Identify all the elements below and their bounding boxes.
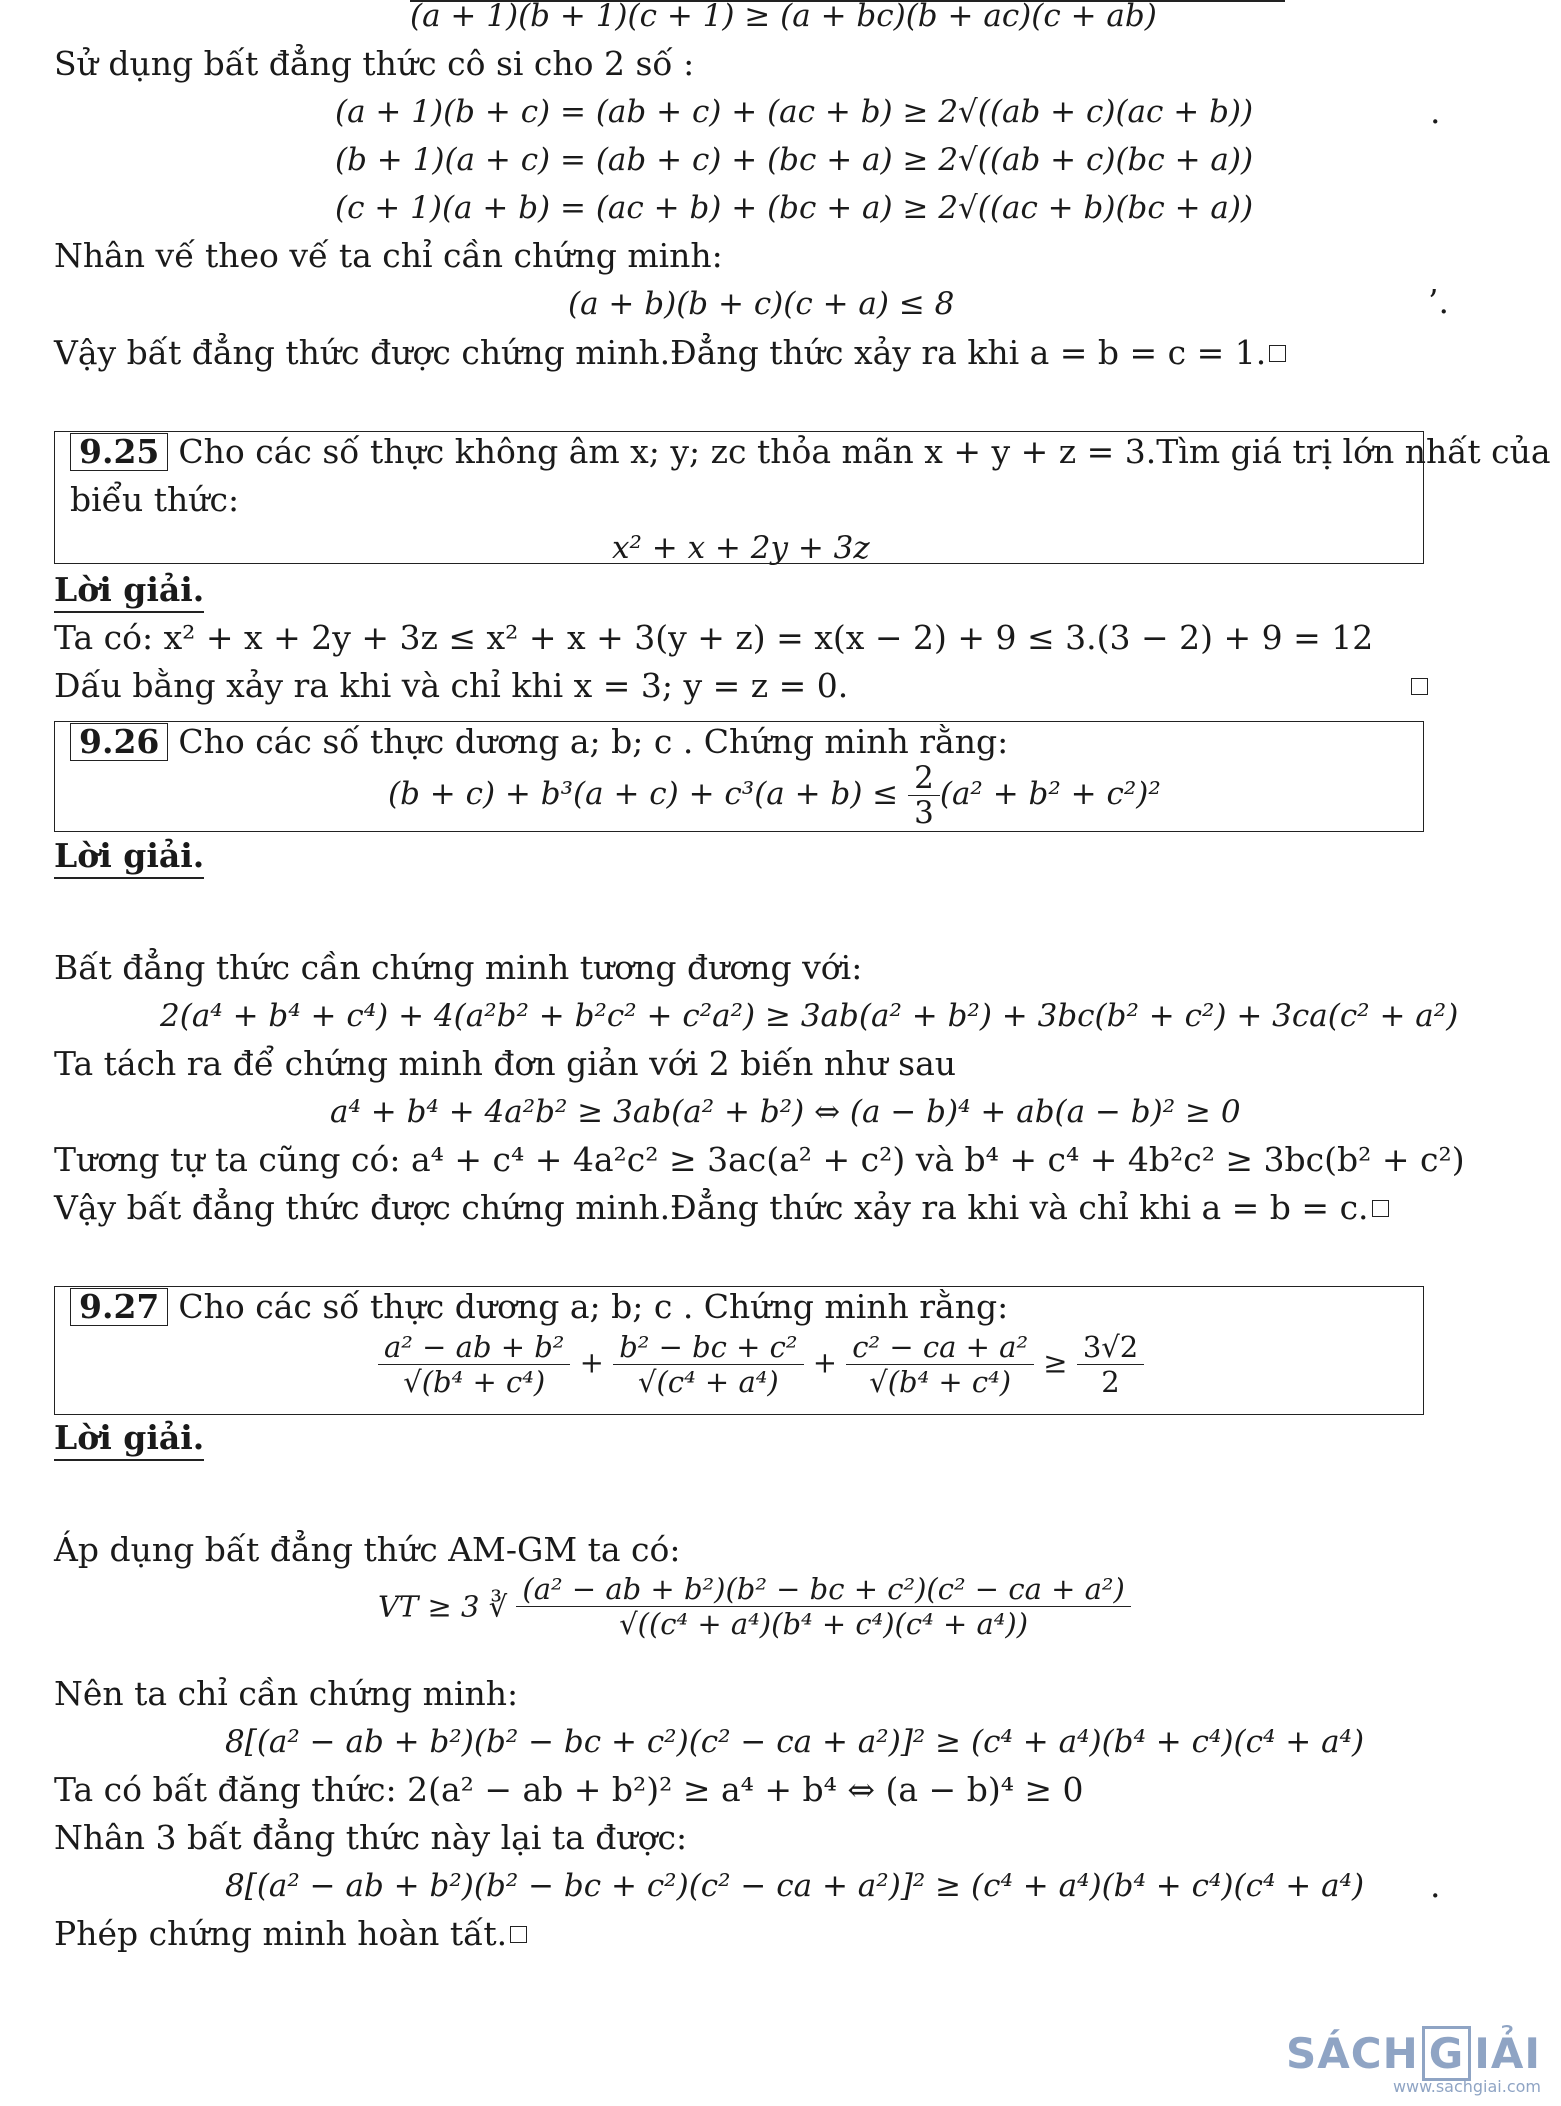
watermark [1286, 2026, 1541, 2096]
qed-icon [510, 1926, 527, 1943]
solution-equation: 8[(a² − ab + b²)(b² − bc + c²)(c² − ca + a²)]² ≥ (c⁴ + a⁴)(b⁴ + c⁴)(c⁴ + a⁴) [225, 1868, 1365, 1904]
solution-line: Ta tách ra để chứng minh đơn giản với 2 biến như sau [54, 1044, 957, 1083]
solution-label-wrap [54, 836, 204, 876]
equation-2: (b + 1)(a + c) = (ab + c) + (bc + a) ≥ 2√((ab + c)(bc + a)) [335, 142, 1254, 178]
fraction-rhs [1077, 1330, 1144, 1399]
paragraph-intro: Sử dụng bất đẳng thức cô si cho 2 số : [54, 44, 695, 83]
plus-sign: + [579, 1345, 604, 1380]
dot-mark-2: ’. [1428, 282, 1449, 321]
problem-statement: Cho các số thực dương a; b; c . Chứng minh rằng: [178, 722, 1009, 761]
solution-equation: 8[(a² − ab + b²)(b² − bc + c²)(c² − ca + a²)]² ≥ (c⁴ + a⁴)(b⁴ + c⁴)(c⁴ + a⁴) [225, 1724, 1365, 1760]
expr-left: (b + c) + b³(a + c) + c³(a + b) ≤ [388, 776, 899, 812]
logo-part: IẢI [1474, 2029, 1541, 2078]
conclusion-text: Vậy bất đẳng thức được chứng minh.Đẳng thức xảy ra khi a = b = c = 1. [54, 333, 1267, 372]
solution-line: Ta có: x² + x + 2y + 3z ≤ x² + x + 3(y + z) = x(x − 2) + 9 ≤ 3.(3 − 2) + 9 = 12 [54, 618, 1374, 657]
problem-9-26-line1 [70, 722, 1008, 762]
qed-icon [1269, 345, 1286, 362]
fraction-denominator: √(c⁴ + a⁴) [638, 1365, 779, 1399]
problem-9-25-line2: biểu thức: [70, 480, 240, 519]
solution-line [54, 1188, 1389, 1228]
logo-g-icon: G [1422, 2026, 1471, 2081]
fraction-numerator: a² − ab + b² [378, 1330, 570, 1365]
solution-line: Nên ta chỉ cần chứng minh: [54, 1674, 519, 1713]
solution-label: Lời giải. [54, 570, 204, 613]
fraction-3 [846, 1330, 1034, 1399]
solution-line: Bất đẳng thức cần chứng minh tương đương với: [54, 948, 863, 987]
problem-number: 9.27 [70, 1288, 168, 1326]
equation-1: (a + 1)(b + c) = (ab + c) + (ac + b) ≥ 2√((ab + c)(ac + b)) [335, 94, 1254, 130]
solution-label: Lời giải. [54, 836, 204, 879]
solution-label-wrap [54, 1418, 204, 1458]
vt-fraction [516, 1572, 1130, 1641]
problem-9-27-line1 [70, 1287, 1008, 1327]
problem-9-27-expression [378, 1330, 1144, 1399]
dot-mark: . [1430, 92, 1441, 131]
plus-sign: + [812, 1345, 838, 1380]
qed-icon [1372, 1200, 1389, 1217]
qed-icon [1411, 678, 1428, 695]
fraction-numerator: c² − ca + a² [846, 1330, 1034, 1365]
solution-equation: 2(a⁴ + b⁴ + c⁴) + 4(a²b² + b²c² + c²a²) ≥ 3ab(a² + b²) + 3bc(b² + c²) + 3ca(c² + a²) [160, 998, 1459, 1034]
problem-statement: Cho các số thực dương a; b; c . Chứng minh rằng: [178, 1287, 1009, 1326]
fraction-2 [613, 1330, 803, 1399]
solution-line: Tương tự ta cũng có: a⁴ + c⁴ + 4a²c² ≥ 3ac(a² + c²) và b⁴ + c⁴ + 4b²c² ≥ 3bc(b² + c²) [54, 1140, 1465, 1179]
fraction-numerator: 3√2 [1077, 1330, 1144, 1365]
solution-equation: a⁴ + b⁴ + 4a²b² ≥ 3ab(a² + b²) ⇔ (a − b)⁴ + ab(a − b)² ≥ 0 [330, 1094, 1241, 1130]
problem-9-25-line1 [70, 432, 1551, 472]
geq-sign: ≥ [1043, 1345, 1068, 1380]
logo-part: SÁCH [1286, 2029, 1419, 2078]
fraction-1 [378, 1330, 570, 1399]
fraction-denominator: √((c⁴ + a⁴)(b⁴ + c⁴)(c⁴ + a⁴)) [619, 1607, 1029, 1641]
fraction-numerator: 2 [908, 761, 940, 796]
dot-mark: . [1430, 1866, 1441, 1905]
problem-9-26-expression [388, 760, 1161, 830]
problem-9-25-expression: x² + x + 2y + 3z [612, 530, 870, 566]
solution-line [54, 1914, 527, 1954]
equation-4: (a + b)(b + c)(c + a) ≤ 8 [568, 286, 955, 322]
solution-line: Nhân 3 bất đẳng thức này lại ta được: [54, 1818, 688, 1857]
paragraph-need: Nhân vế theo vế ta chỉ cần chứng minh: [54, 236, 723, 275]
solution-label-wrap [54, 570, 204, 610]
header-equation: (a + 1)(b + 1)(c + 1) ≥ (a + bc)(b + ac)(c + ab) [410, 0, 1157, 34]
watermark-url: www.sachgiai.com [1392, 2077, 1541, 2096]
paragraph-conclusion [54, 333, 1286, 373]
solution-text: Phép chứng minh hoàn tất. [54, 1914, 508, 1953]
fraction-denominator: 2 [1101, 1365, 1120, 1399]
vt-inequality [378, 1572, 1131, 1641]
problem-statement: Cho các số thực không âm x; y; zc thỏa mãn x + y + z = 3.Tìm giá trị lớn nhất của [178, 432, 1551, 471]
solution-line: Áp dụng bất đẳng thức AM-GM ta có: [54, 1530, 681, 1569]
equation-3: (c + 1)(a + b) = (ac + b) + (bc + a) ≥ 2√((ac + b)(bc + a)) [335, 190, 1254, 226]
vt-left: VT ≥ 3 ∛ [378, 1589, 508, 1624]
solution-line: Dấu bằng xảy ra khi và chỉ khi x = 3; y = z = 0. [54, 666, 849, 705]
fraction [908, 761, 940, 830]
problem-number: 9.26 [70, 723, 168, 761]
fraction-denominator: 3 [914, 795, 934, 831]
solution-line: Ta có bất đăng thức: 2(a² − ab + b²)² ≥ a⁴ + b⁴ ⇔ (a − b)⁴ ≥ 0 [54, 1770, 1084, 1809]
fraction-numerator: (a² − ab + b²)(b² − bc + c²)(c² − ca + a²) [516, 1572, 1130, 1607]
expr-right: (a² + b² + c²)² [939, 776, 1161, 812]
fraction-denominator: √(b⁴ + c⁴) [403, 1365, 546, 1399]
problem-number: 9.25 [70, 433, 168, 471]
fraction-numerator: b² − bc + c² [613, 1330, 803, 1365]
solution-text: Vậy bất đẳng thức được chứng minh.Đẳng thức xảy ra khi và chỉ khi a = b = c. [54, 1188, 1369, 1227]
fraction-denominator: √(b⁴ + c⁴) [869, 1365, 1012, 1399]
solution-label: Lời giải. [54, 1418, 204, 1461]
watermark-logo [1286, 2026, 1541, 2081]
